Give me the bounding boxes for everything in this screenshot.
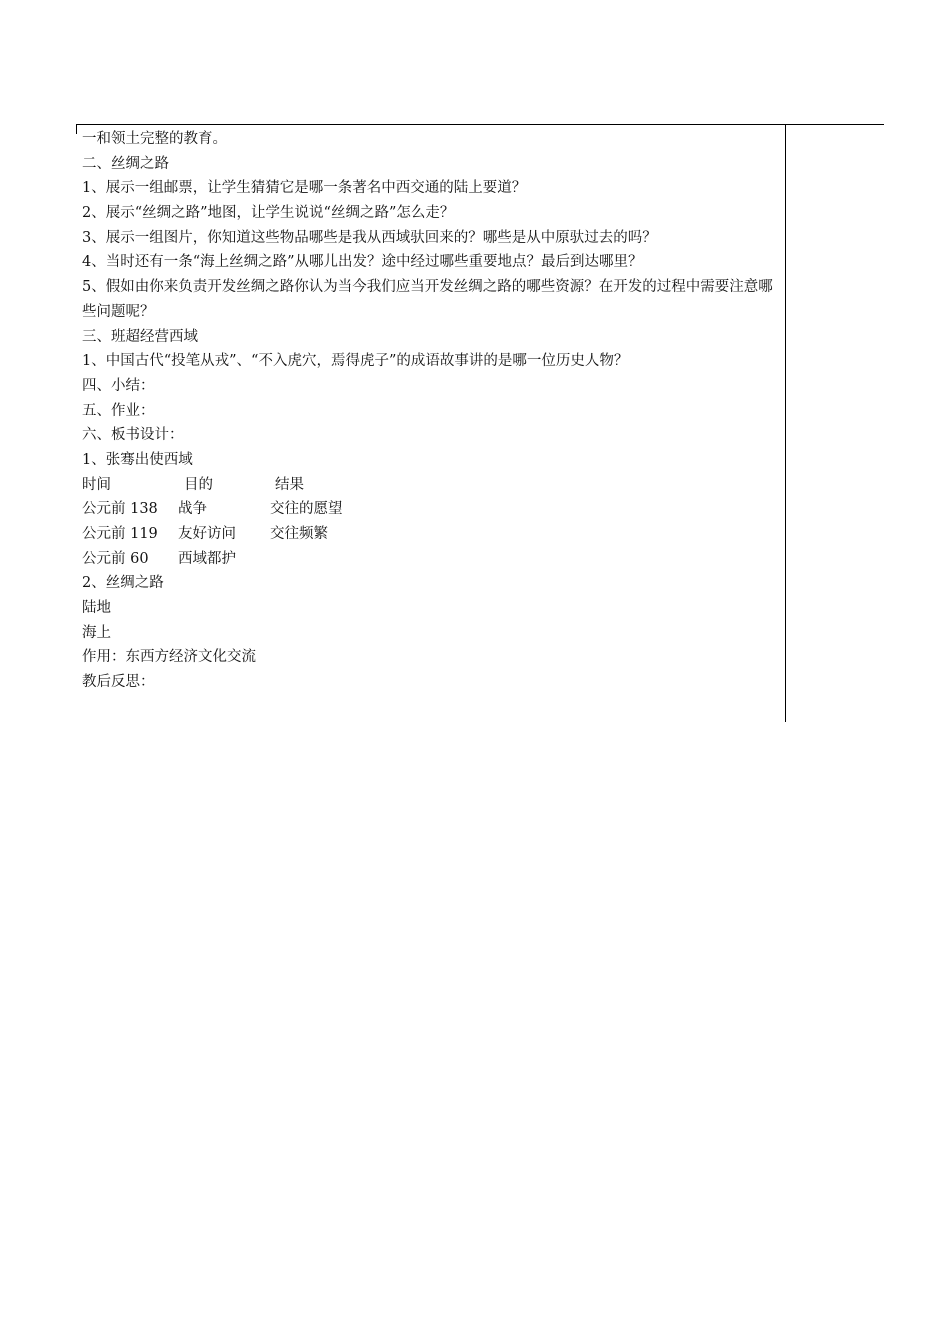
text-line: 陆地 <box>82 600 111 617</box>
header-purpose: 目的 <box>184 476 213 493</box>
table-right-border <box>785 124 786 722</box>
section-heading-ban-chao: 三、班超经营西域 <box>82 328 198 345</box>
cell-time: 公元前 138 <box>82 501 158 518</box>
board-table-header <box>82 473 782 498</box>
section-heading-silk-road: 二、丝绸之路 <box>82 155 169 172</box>
cell-time: 公元前 119 <box>82 526 158 543</box>
cell-purpose: 西域都护 <box>178 550 236 567</box>
text-line: 4、当时还有一条“海上丝绸之路”从哪儿出发？途中经过哪些重要地点？最后到达哪里？ <box>82 254 643 271</box>
text-line: 一和领土完整的教育。 <box>82 131 227 147</box>
text-line: 海上 <box>82 624 111 641</box>
section-heading-summary: 四、小结： <box>82 377 155 394</box>
text-line: 1、展示一组邮票，让学生猜猜它是哪一条著名中西交通的陆上要道？ <box>82 180 527 197</box>
text-line: 3、展示一组图片，你知道这些物品哪些是我从西域驮回来的？哪些是从中原驮过去的吗？ <box>82 229 657 246</box>
cell-purpose: 战争 <box>178 501 207 518</box>
cell-purpose: 友好访问 <box>178 526 236 543</box>
text-line: 1、中国古代“投笔从戎”、“不入虎穴，焉得虎子”的成语故事讲的是哪一位历史人物？ <box>82 353 629 370</box>
section-heading-board-design: 六、板书设计： <box>82 427 184 444</box>
lesson-plan-content <box>82 127 782 695</box>
board-table-row <box>82 522 782 547</box>
text-line: 2、丝绸之路 <box>82 575 164 592</box>
table-top-border <box>76 124 884 125</box>
board-table-row <box>82 497 782 522</box>
board-table-row <box>82 547 782 572</box>
text-line: 1、张骞出使西域 <box>82 451 193 468</box>
text-paragraph: 5、假如由你来负责开发丝绸之路你认为当今我们应当开发丝绸之路的哪些资源？在开发的过程中需要注意哪些问题呢？ <box>82 279 773 320</box>
table-left-border <box>76 124 77 134</box>
text-line: 教后反思： <box>82 674 155 691</box>
text-line: 作用：东西方经济文化交流 <box>82 649 256 666</box>
cell-result: 交往频繁 <box>270 526 328 543</box>
cell-result: 交往的愿望 <box>270 501 343 518</box>
cell-time: 公元前 60 <box>82 550 149 567</box>
header-result: 结果 <box>275 476 304 493</box>
text-line: 2、展示“丝绸之路”地图，让学生说说“丝绸之路”怎么走？ <box>82 205 455 222</box>
header-time: 时间 <box>82 476 111 493</box>
cell-result <box>270 547 470 572</box>
section-heading-homework: 五、作业： <box>82 402 155 419</box>
